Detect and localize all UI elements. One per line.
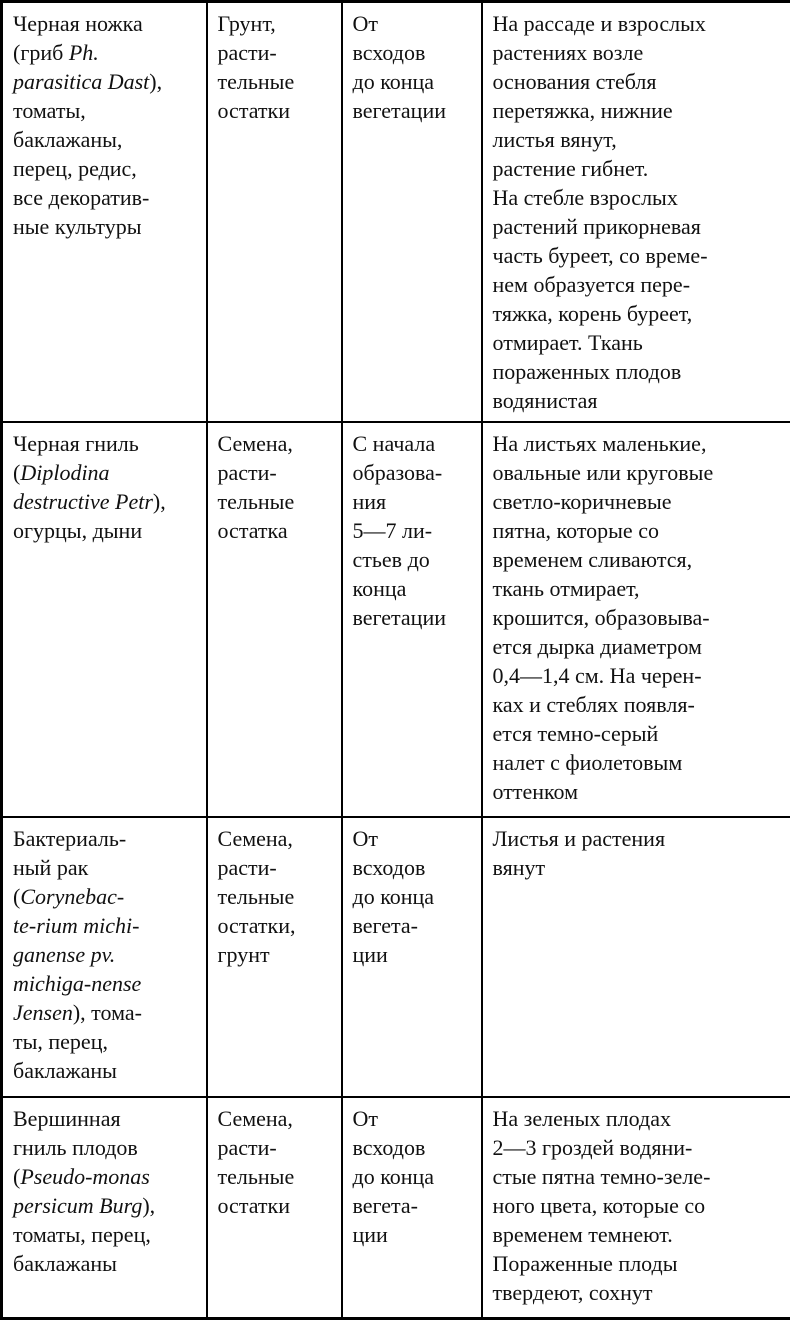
cell-text: Семена, расти- тельные остатка xyxy=(218,431,295,543)
cell-text: Грунт, расти- тельные остатки xyxy=(218,11,295,123)
table-cell xyxy=(207,422,342,817)
table-cell xyxy=(482,2,790,422)
table-cell xyxy=(342,422,482,817)
cell-text: С начала образова- ния 5—7 ли- стьев до конца вегетации xyxy=(353,431,447,630)
cell-text: Черная гниль ( xyxy=(13,431,139,485)
cell-text: Вершинная гниль плодов ( xyxy=(13,1106,138,1189)
cell-text: ), томаты, перец, баклажаны xyxy=(13,1193,155,1276)
table-row xyxy=(2,1097,790,1319)
cell-text: На листьях маленькие, овальные или круговые светло-коричневые пятна, которые со временем сливаются, ткань отмирает, крошится, образовыва- ется дырка диаметром 0,4—1,4 см. На черен- ках и стеблях появля- ется темно-серый налет с фиолетовым оттенком xyxy=(493,431,714,804)
table-cell xyxy=(482,422,790,817)
table-cell xyxy=(2,1097,207,1319)
table-cell xyxy=(2,2,207,422)
cell-text: От всходов до конца вегета- ции xyxy=(353,826,435,967)
cell-text: От всходов до конца вегета- ции xyxy=(353,1106,435,1247)
table-row xyxy=(2,817,790,1097)
table-cell xyxy=(342,1097,482,1319)
latin-species-name: Pseudo-monas persicum Burg xyxy=(13,1164,150,1218)
table-row xyxy=(2,2,790,422)
latin-species-name: Ph. parasitica Dast xyxy=(13,40,149,94)
cell-text: Бактериаль- ный рак ( xyxy=(13,826,126,909)
cell-text: Листья и растения вянут xyxy=(493,826,666,880)
cell-text: От всходов до конца вегетации xyxy=(353,11,447,123)
cell-text: Черная ножка (гриб xyxy=(13,11,143,65)
table-cell xyxy=(207,817,342,1097)
table-cell xyxy=(207,1097,342,1319)
table-body xyxy=(2,2,790,1319)
cell-text: ), томаты, баклажаны, перец, редис, все декоратив- ные культуры xyxy=(13,69,162,239)
cell-text: Семена, расти- тельные остатки, грунт xyxy=(218,826,296,967)
cell-text: На рассаде и взрослых растениях возле основания стебля перетяжка, нижние листья вянут, растение гибнет. На стебле взрослых растений прикорневая часть буреет, со време- нем образуется пере- тяжка, корень буреет, отмирает. Ткань пораженных плодов водянистая xyxy=(493,11,708,413)
latin-species-name: Diplodina destructive Petr xyxy=(13,460,153,514)
table-row xyxy=(2,422,790,817)
cell-text: ), тома- ты, перец, баклажаны xyxy=(13,1000,142,1083)
table-cell xyxy=(482,1097,790,1319)
table-cell xyxy=(342,2,482,422)
cell-text: Семена, расти- тельные остатки xyxy=(218,1106,295,1218)
table-cell xyxy=(207,2,342,422)
cell-text: На зеленых плодах 2—3 гроздей водяни- стые пятна темно-зеле- ного цвета, которые со временем темнеют. Пораженные плоды твердеют, сохнут xyxy=(493,1106,711,1305)
latin-species-name: Corynebac- te-rium michi- ganense pv. michiga-nense Jensen xyxy=(13,884,141,1025)
table-cell xyxy=(482,817,790,1097)
table-cell xyxy=(2,817,207,1097)
table-cell xyxy=(342,817,482,1097)
cell-text: ), огурцы, дыни xyxy=(13,489,166,543)
table-cell xyxy=(2,422,207,817)
